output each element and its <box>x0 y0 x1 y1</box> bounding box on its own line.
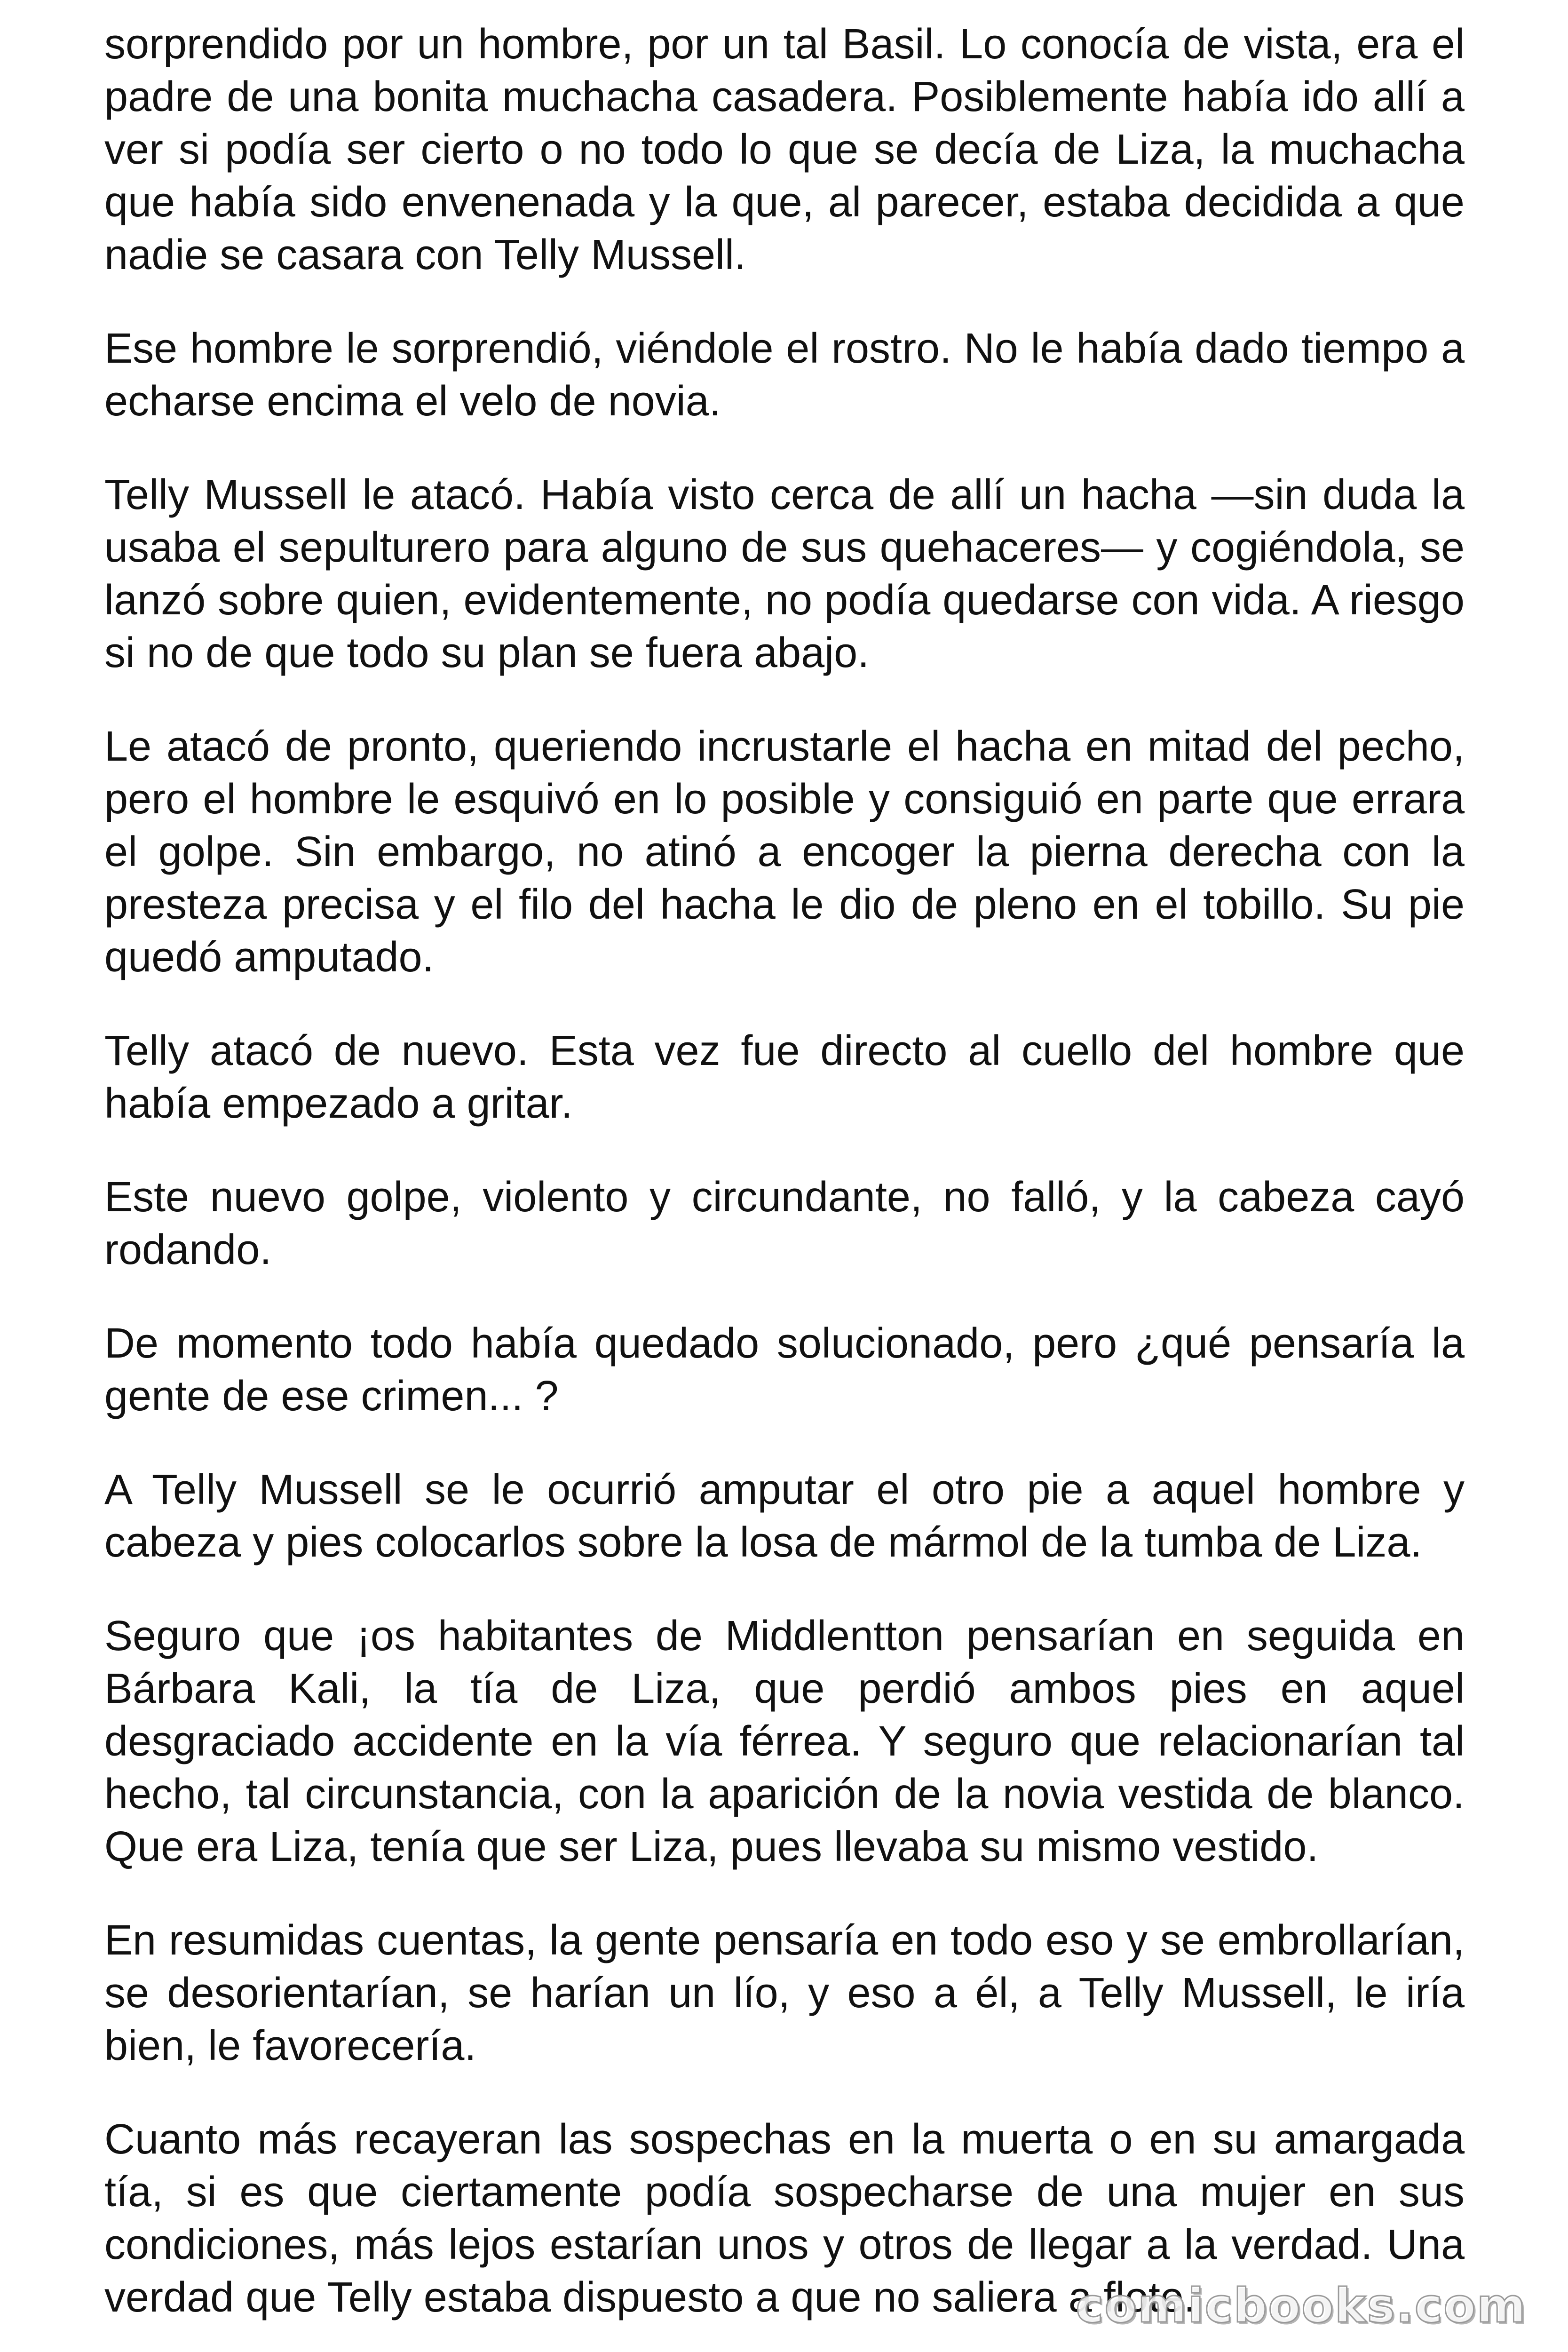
body-text <box>104 18 1465 2324</box>
paragraph: Ese hombre le sorprendió, viéndole el rostro. No le había dado tiempo a echarse encima el velo de novia. <box>104 325 1465 425</box>
paragraph: Telly atacó de nuevo. Esta vez fue directo al cuello del hombre que había empezado a gritar. <box>104 1027 1465 1127</box>
paragraph: Cuanto más recayeran las sospechas en la muerta o en su amargada tía, si es que ciertamente podía sospecharse de una mujer en sus condiciones, más lejos estarían unos y otros de llegar a la verdad. Una verdad que Telly estaba dispuesto a que no saliera a flote. <box>104 2116 1465 2321</box>
paragraph: Seguro que ¡os habitantes de Middlentton pensarían en seguida en Bárbara Kali, la tía de Liza, que perdió ambos pies en aquel desgraciado accidente en la vía férrea. Y seguro que relacionarían tal hecho, tal circunstancia, con la aparición de la novia vestida de blanco. Que era Liza, tenía que ser Liza, pues llevaba su mismo vestido. <box>104 1613 1465 1870</box>
paragraph: En resumidas cuentas, la gente pensaría en todo eso y se embrollarían, se desorientarían, se harían un lío, y eso a él, a Telly Mussell, le iría bien, le favorecería. <box>104 1917 1465 2069</box>
paragraph: sorprendido por un hombre, por un tal Basil. Lo conocía de vista, era el padre de una bonita muchacha casadera. Posiblemente había ido allí a ver si podía ser cierto o no todo lo que se decía de Liza, la muchacha que había sido envenenada y la que, al parecer, estaba decidida a que nadie se casara con Telly Mussell. <box>104 21 1465 278</box>
paragraph: Este nuevo golpe, violento y circundante, no falló, y la cabeza cayó rodando. <box>104 1174 1465 1273</box>
paragraph: De momento todo había quedado solucionado, pero ¿qué pensaría la gente de ese crimen... ? <box>104 1320 1465 1420</box>
paragraph: Le atacó de pronto, queriendo incrustarle el hacha en mitad del pecho, pero el hombre le esquivó en lo posible y consiguió en parte que errara el golpe. Sin embargo, no atinó a encoger la pierna derecha con la presteza precisa y el filo del hacha le dio de pleno en el tobillo. Su pie quedó amputado. <box>104 723 1465 981</box>
watermark: comicbooks.com <box>1076 2278 1527 2333</box>
paragraph: A Telly Mussell se le ocurrió amputar el otro pie a aquel hombre y cabeza y pies colocarlos sobre la losa de mármol de la tumba de Liza. <box>104 1466 1465 1566</box>
paragraph: Telly Mussell le atacó. Había visto cerca de allí un hacha —sin duda la usaba el sepulturero para alguno de sus quehaceres— y cogiéndola, se lanzó sobre quien, evidentemente, no podía quedarse con vida. A riesgo si no de que todo su plan se fuera abajo. <box>104 471 1465 676</box>
